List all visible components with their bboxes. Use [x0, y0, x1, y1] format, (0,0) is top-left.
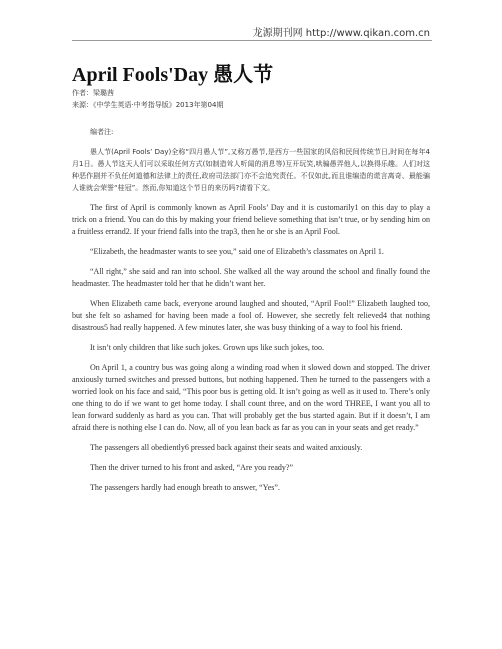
article-paragraph: On April 1, a country bus was going along a winding road when it slowed down and stopped. The driver anxiously turned switches and pressed buttons, but nothing happened. Then he turned to the passengers with a worried look on his face and said, “This poor bus is getting old. It isn’t going as well as it used to. There’s only one thing to do if we want to get home today. I shall count three, and on the word THREE, I want you all to lean forward suddenly as hard as you can. That will probably get the bus started again. But if it doesn’t, I am afraid there is nothing else I can do. Now, all of you lean back as far as you can in your seats and get ready.” — [72, 363, 430, 432]
article-paragraph: It isn’t only children that like such jokes. Grown ups like such jokes, too. — [90, 343, 325, 352]
article-paragraph: The passengers hardly had enough breath to answer, “Yes”. — [90, 483, 280, 492]
editor-note: 愚人节(April Fools’ Day)全称“四月愚人节”,又称万愚节,是西方一些国家的风俗和民间传统节日,时间在每年4月1日。愚人节这天人们可以采取任何方式(如制造耸人听闻的消息等)互开玩笑,哄骗愚弄他人,以换得乐趣。人们对这种恶作剧并不负任何道德和法律上的责任,政府司法部门亦不会追究责任。不仅如此,而且谁编造的谎言离奇、最能骗人谁就会荣誉“桂冠”。然而,你知道这个节日的来历吗?请看下文。 — [72, 148, 430, 192]
article-source: 来源：《中学生英语·中考指导版》2013年第04期 — [72, 101, 224, 109]
site-header-url[interactable]: 龙源期刊网 http://www.qikan.com.cn — [252, 28, 430, 39]
article-paragraph: The first of April is commonly known as April Fools’ Day and it is customarily1 on this day to play a trick on a friend. You can do this by making your friend believe something that isn’t true, or by sending him on a fruitless errand2. If your friend falls into the trap3, then he or she is an April Fool. — [72, 203, 430, 236]
article-paragraph: Then the driver turned to his front and asked, “Are you ready?” — [90, 463, 294, 472]
article-title: April Fools'Day 愚人节 — [72, 64, 274, 86]
article-paragraph: The passengers all obediently6 pressed back against their seats and waited anxiously. — [90, 443, 363, 452]
header-divider — [72, 40, 432, 41]
article-paragraph: “All right,” she said and ran into school. She walked all the way around the school and finally found the headmaster. The headmaster told her that he didn’t want her. — [72, 267, 430, 288]
article-author: 作者：梁璐茜 — [72, 89, 114, 97]
editor-note-label: 编者注: — [90, 128, 114, 136]
article-paragraph: “Elizabeth, the headmaster wants to see you,” said one of Elizabeth’s classmates on April 1. — [90, 247, 384, 256]
article-paragraph: When Elizabeth came back, everyone around laughed and shouted, “April Fool!” Elizabeth laughed too, but she felt so ashamed for having been made a fool of. However, she secretly felt relieved4 that nothing disastrous5 had really happened. A few minutes later, she was busy thinking of a way to fool his friend. — [72, 299, 430, 332]
article-body — [72, 126, 430, 494]
